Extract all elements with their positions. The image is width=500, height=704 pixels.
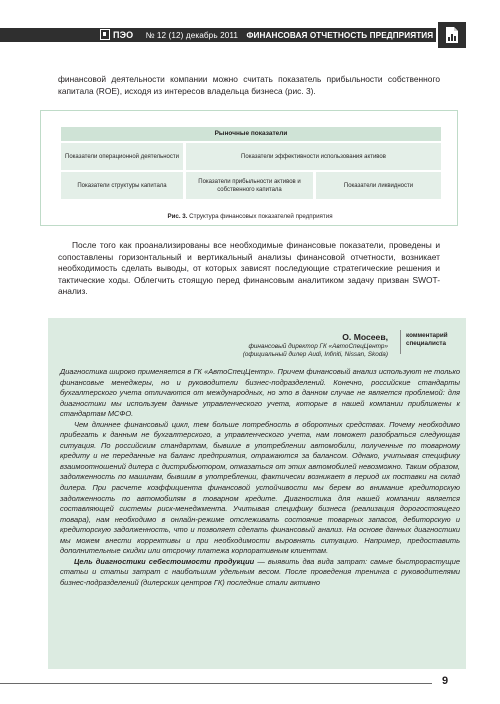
comment-paragraph-3-lead: Цель диагностики себестоимости продукции bbox=[74, 556, 255, 566]
expert-comment-box bbox=[48, 318, 466, 669]
comment-paragraph-2: Чем длиннее финансовый цикл, тем больше потребность в оборотных средствах. Почему необходимо прибегать к данным не бухгалтерского, а управленческого учета, нам поможет разобраться следующая ситуация. По российским стандартам, бывшие в употреблении автомобили, полученные по товарному кредиту и не переданные на баланс предприятия, отражаются за балансом. Однако, учитывая специфику взаимоотношений дилера с дистрибьютором, отказаться от этих автомобилей невозможно. Таким образом, задолженность по машинам, бывшим в употреблении, фактически возникает в период их поставки на склад дилера. При расчете коэффициента финансовой устойчивости мы берем во внимание кредиторскую задолженность по автомобилям в товарном кредите. Диагностика для нашей компании является составляющей системы риск-менеджмента. Учитывая специфику бизнеса (реализация дорогостоящего товара), нам необходимо в онлайн-режиме отслеживать состояние товарных запасов, дебиторскую и кредиторскую задолженность, что и позволяет сделать финансовый анализ. На основе данных диагностики мы можем внести коррективы и при необходимости выровнять ситуацию. Например, предоставить дополнительные скидки или отсрочку платежа корпоративным клиентам. bbox=[60, 419, 460, 556]
comment-paragraph-1: Диагностика широко применяется в ГК «АвтоСпецЦентр». Причем финансовый анализ используют не только финансовые менеджеры, но и руководители бизнес-подразделений. Конечно, российские стандарты бухгалтерского учета отличаются от международных, но это в данном случае не является проблемой: для диагностики мы используем данные управленческого учета, которые в нашей компании приближены к стандартам МСФО. bbox=[60, 367, 460, 419]
comment-paragraph-3 bbox=[60, 557, 460, 589]
figure-financial-indicators bbox=[40, 110, 458, 226]
analysis-paragraph: После того как проанализированы все необходимые финансовые показатели, проведены и сопоставлены горизонтальный и вертикальный анализы финансовой отчетности, возникает необходимость сделать выводы, от которых зависят последующие стратегические решения и тактические ходы. Облегчить стоящую перед финансовым аналитиком задачу призван SWOT-анализ. bbox=[58, 240, 440, 297]
fig-profitability-indicators: Показатели прибыльности активов и собственного капитала bbox=[186, 172, 313, 199]
author-divider bbox=[400, 330, 401, 354]
figure-caption bbox=[41, 213, 459, 220]
report-icon bbox=[444, 26, 460, 44]
magazine-logo-text: ПЭО bbox=[113, 30, 134, 40]
comment-paragraph-3-rest: — выявить два вида затрат: самые быстрорастущие статьи и статьи затрат с наибольшим удельным весом. После проведения тренинга с руководителями бизнес-подразделений (дилерских центров ГК) последние стали активно bbox=[60, 556, 460, 587]
header-text bbox=[113, 28, 433, 42]
comment-text bbox=[60, 367, 460, 588]
fig-asset-efficiency-indicators: Показатели эффективности использования активов bbox=[186, 143, 441, 170]
author-block bbox=[243, 332, 388, 359]
author-name: О. Мосеев, bbox=[342, 332, 388, 342]
page-number: 9 bbox=[442, 675, 449, 687]
author-position: финансовый директор ГК «АвтоСпецЦентр» bbox=[248, 343, 388, 350]
fig-liquidity-indicators: Показатели ликвидности bbox=[316, 172, 441, 199]
fig-row-3 bbox=[61, 172, 441, 199]
page-header bbox=[0, 0, 500, 46]
intro-paragraph: финансовой деятельности компании можно считать показатель прибыльности собственного капитала (ROE), исходя из интересов владельца бизнеса (рис. 3). bbox=[58, 74, 440, 96]
footer-rule bbox=[0, 683, 432, 684]
issue-label: № 12 (12) декабрь 2011 bbox=[145, 31, 239, 40]
fig-market-indicators: Рыночные показатели bbox=[61, 127, 441, 141]
figure-caption-label: Рис. 3. bbox=[167, 213, 188, 220]
author-company: (официальный дилер Audi, Infiniti, Nissan, Skoda) bbox=[242, 351, 388, 359]
fig-row-2 bbox=[61, 143, 441, 170]
fig-capital-structure-indicators: Показатели структуры капитала bbox=[61, 172, 183, 199]
fig-operational-indicators: Показатели операционной деятельности bbox=[61, 143, 183, 170]
magazine-logo-icon bbox=[100, 29, 110, 40]
comment-tag: комментарий специалиста bbox=[406, 332, 448, 347]
section-title: ФИНАНСОВАЯ ОТЧЕТНОСТЬ ПРЕДПРИЯТИЯ bbox=[246, 31, 434, 40]
figure-caption-text: Структура финансовых показателей предприятия bbox=[189, 213, 333, 220]
